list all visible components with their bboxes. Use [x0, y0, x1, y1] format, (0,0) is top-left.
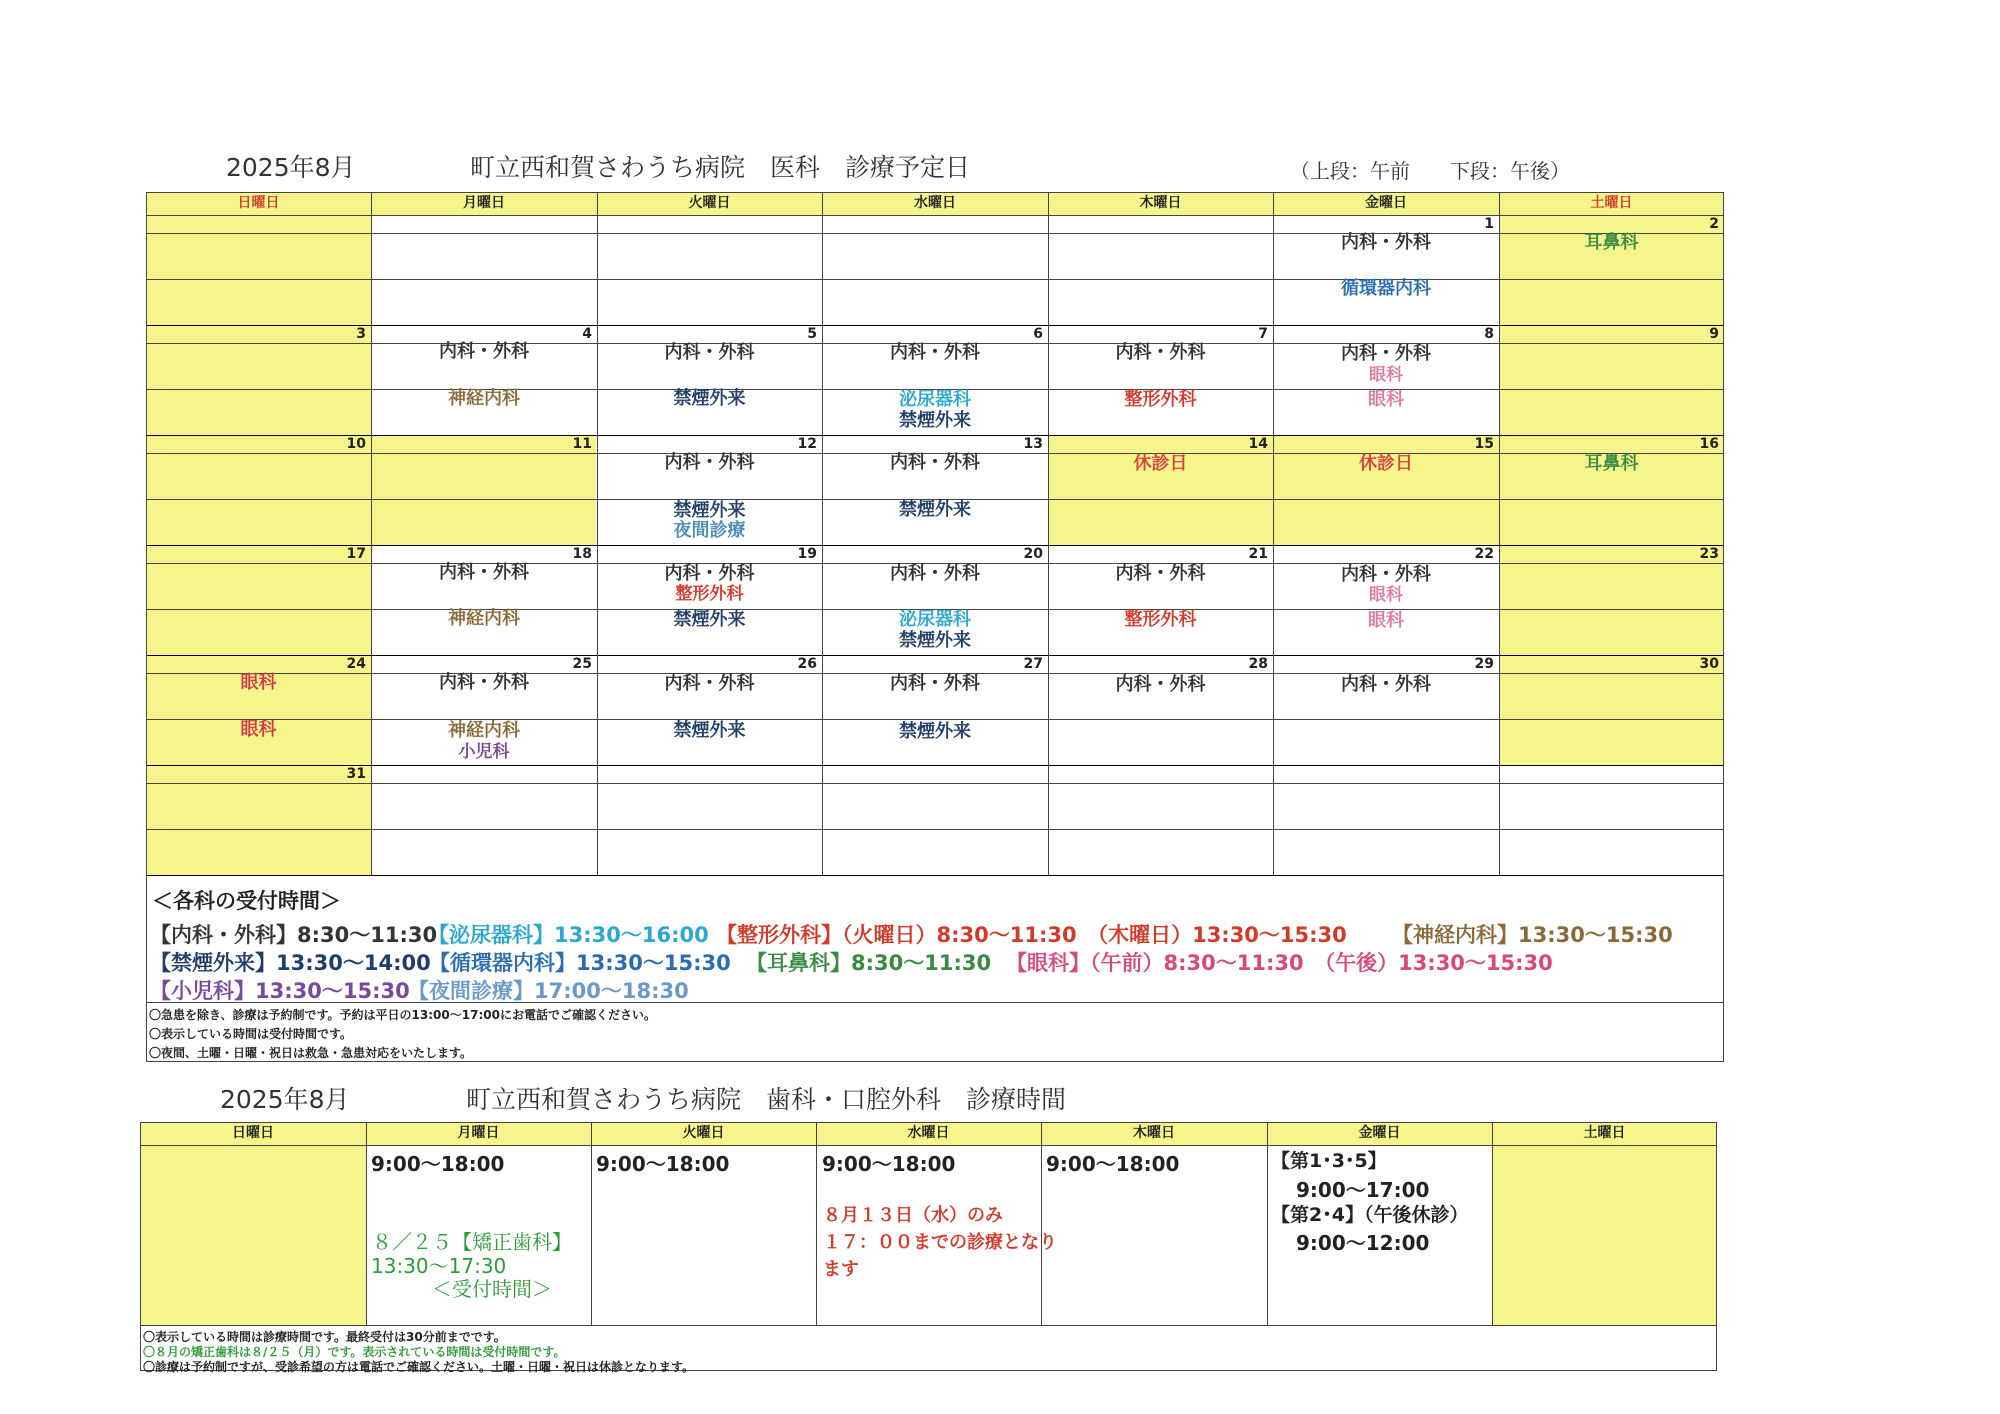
dental-ortho-time: 13:30～17:30: [371, 1254, 507, 1278]
day-number: 30: [1699, 656, 1719, 672]
entry-kinen: 禁煙外来: [899, 499, 971, 520]
entry-naika-geka: 内科・外科: [890, 452, 980, 473]
dental-weekday-wed: 水曜日: [907, 1125, 950, 1141]
entry-naika-geka: 内科・外科: [890, 563, 980, 584]
entry-naika-geka: 内科・外科: [1115, 674, 1206, 695]
entry-naika-geka: 内科・外科: [439, 672, 529, 693]
medical-title: 町立西和賀さわうち病院 医科 診療予定日: [470, 153, 971, 182]
dental-title: 町立西和賀さわうち病院 歯科・口腔外科 診療時間: [466, 1085, 1067, 1114]
entry-shinkei: 神経内科: [448, 720, 520, 741]
grid-line: [146, 1061, 1724, 1062]
entry-naika-geka: 内科・外科: [890, 342, 980, 363]
medical-calendar: [146, 192, 1724, 1062]
reception-jibika: 【耳鼻科】8:30～11:30: [746, 951, 992, 975]
day-number: 14: [1248, 436, 1268, 452]
entry-naika-geka: 内科・外科: [664, 563, 755, 584]
entry-naika-geka: 内科・外科: [1341, 674, 1431, 695]
entry-kinen: 禁煙外来: [673, 500, 746, 521]
grid-line: [1267, 1122, 1268, 1325]
day-number: 23: [1699, 546, 1719, 562]
dental-weekday-thu: 木曜日: [1133, 1125, 1175, 1141]
day-number: 22: [1474, 546, 1494, 562]
grid-line: [140, 1122, 1717, 1123]
day-number: 28: [1248, 656, 1268, 672]
entry-kinen: 禁煙外来: [673, 388, 746, 409]
weekday-mon: 月曜日: [463, 195, 505, 211]
reception-shinkei: 【神経内科】13:30～15:30: [1392, 923, 1673, 947]
entry-naika-geka: 内科・外科: [664, 673, 755, 694]
day-number: 24: [346, 656, 366, 672]
dental-hours-thu: 9:00～18:00: [1046, 1152, 1180, 1176]
entry-hinyoki: 泌尿器科: [899, 609, 971, 630]
entry-jibika: 耳鼻科: [1584, 232, 1639, 253]
medical-legend-note: （上段：午前 下段：午後）: [1290, 159, 1570, 183]
grid-line: [140, 1145, 1717, 1146]
entry-ganka: 眼科: [1369, 365, 1403, 385]
entry-jibika: 耳鼻科: [1584, 453, 1639, 474]
dental-fri-hours135: 9:00～17:00: [1296, 1178, 1430, 1202]
reception-heading: ＜各科の受付時間＞: [152, 889, 341, 913]
day-number: 31: [346, 766, 366, 782]
day-number: 10: [346, 436, 366, 452]
grid-line: [140, 1122, 141, 1371]
day-number: 19: [797, 546, 817, 562]
entry-kinen: 禁煙外来: [673, 609, 746, 630]
grid-line: [816, 1122, 817, 1325]
dental-weekday-sat: 土曜日: [1583, 1125, 1626, 1141]
day-number: 25: [572, 656, 592, 672]
reception-kinen: 【禁煙外来】13:30～14:00: [150, 951, 431, 975]
grid-line: [1499, 192, 1500, 875]
reception-junkanki: 【循環器内科】13:30～15:30: [429, 951, 731, 975]
weekday-tue: 火曜日: [688, 195, 731, 211]
day-number: 13: [1023, 436, 1043, 452]
entry-kinen: 禁煙外来: [673, 720, 746, 741]
entry-shinkei: 神経内科: [448, 608, 520, 629]
dental-ortho-date: ８／２５【矯正歯科】: [372, 1230, 572, 1254]
reception-hinyoki: 【泌尿器科】13:30～16:00: [428, 923, 709, 947]
entry-seikei: 整形外科: [675, 584, 744, 604]
entry-shinkei: 神経内科: [448, 388, 520, 409]
day-number: 6: [1033, 326, 1043, 342]
grid-line: [146, 829, 1724, 830]
reception-shonika: 【小児科】13:30～15:30: [150, 979, 410, 1003]
day-number: 26: [797, 656, 817, 672]
entry-ganka: 眼科: [240, 719, 277, 740]
dental-wed-notice: ８月１３日（水）のみ: [823, 1205, 1003, 1226]
day-number: 5: [807, 326, 817, 342]
dental-table: [140, 1122, 1717, 1374]
reception-naika: 【内科・外科】8:30～11:30: [150, 923, 438, 947]
day-number: 2: [1709, 216, 1719, 232]
entry-kyushinbi: 休診日: [1133, 453, 1188, 474]
weekday-sun: 日曜日: [237, 195, 280, 211]
grid-line: [146, 192, 147, 1062]
day-number: 9: [1709, 326, 1719, 342]
entry-naika-geka: 内科・外科: [664, 452, 755, 473]
dental-fri-hours24: 9:00～12:00: [1296, 1231, 1430, 1255]
day-number: 8: [1484, 326, 1494, 342]
entry-naika-geka: 内科・外科: [1341, 343, 1431, 364]
dental-sun-bg: [140, 1145, 366, 1325]
entry-hinyoki: 泌尿器科: [899, 389, 971, 410]
entry-yakan: 夜間診療: [673, 520, 746, 541]
entry-naika-geka: 内科・外科: [1115, 563, 1206, 584]
day-number: 29: [1474, 656, 1494, 672]
grid-line: [1716, 1122, 1717, 1371]
entry-naika-geka: 内科・外科: [439, 562, 529, 583]
dental-fri-week135: 【第1･3･5】: [1271, 1150, 1387, 1172]
weekday-fri: 金曜日: [1365, 195, 1407, 211]
dental-year-month: 2025年8月: [220, 1085, 350, 1114]
entry-seikei: 整形外科: [1124, 389, 1197, 410]
reception-ganka: 【眼科】（午前）8:30～11:30 （午後）13:30～15:30: [1006, 951, 1553, 975]
grid-line: [371, 192, 372, 875]
medical-note: 〇夜間、土曜・日曜・祝日は救急・急患対応をいたします。: [149, 1046, 473, 1060]
dental-ortho-note: ＜受付時間＞: [432, 1277, 552, 1301]
weekday-thu: 木曜日: [1139, 195, 1182, 211]
grid-line: [1723, 192, 1724, 1062]
dental-note: 〇表示している時間は診療時間です。最終受付は30分前までです。: [143, 1330, 506, 1344]
day-number: 3: [356, 326, 366, 342]
day-number: 27: [1023, 656, 1043, 672]
grid-line: [140, 1325, 1717, 1326]
dental-wed-notice: ます: [823, 1259, 859, 1280]
dental-weekday-mon: 月曜日: [457, 1125, 500, 1141]
day-number: 20: [1023, 546, 1043, 562]
entry-junkanki: 循環器内科: [1341, 278, 1431, 299]
grid-line: [146, 783, 1724, 784]
grid-line: [146, 765, 1724, 766]
grid-line: [591, 1122, 592, 1325]
dental-note: 〇診療は予約制ですが、受診希望の方は電話でご確認ください。土曜・日曜・祝日は休診となります。: [143, 1360, 695, 1374]
entry-ganka: 眼科: [240, 672, 277, 693]
dental-note: 〇８月の矯正歯科は８/２５（月）です。表示されている時間は受付時間です。: [143, 1345, 566, 1359]
entry-naika-geka: 内科・外科: [1341, 232, 1431, 253]
saturday-column-bg: [1499, 215, 1724, 765]
medical-note: 〇急患を除き、診療は予約制です。予約は平日の13:00～17:00にお電話でご確認ください。: [149, 1008, 656, 1022]
entry-kinen: 禁煙外来: [899, 721, 971, 742]
dental-fri-week24: 【第2･4】（午後休診）: [1271, 1204, 1469, 1226]
dental-wed-notice: １７：００までの診療となり: [823, 1232, 1057, 1253]
grid-line: [1041, 1122, 1042, 1325]
day-number: 21: [1248, 546, 1268, 562]
day-number: 4: [582, 326, 592, 342]
dental-hours-wed: 9:00～18:00: [822, 1152, 956, 1176]
entry-naika-geka: 内科・外科: [890, 673, 980, 694]
day-number: 15: [1474, 436, 1494, 452]
entry-naika-geka: 内科・外科: [664, 342, 755, 363]
grid-line: [1492, 1122, 1493, 1325]
day-number: 1: [1484, 216, 1494, 232]
grid-line: [1048, 192, 1049, 875]
dental-sat-bg: [1492, 1145, 1717, 1325]
entry-seikei: 整形外科: [1124, 609, 1197, 630]
weekday-wed: 水曜日: [914, 195, 956, 211]
dental-weekday-fri: 金曜日: [1358, 1125, 1401, 1141]
medical-year-month: 2025年8月: [226, 153, 356, 182]
weekday-sat: 土曜日: [1590, 195, 1633, 211]
dental-hours-tue: 9:00～18:00: [596, 1152, 730, 1176]
grid-line: [146, 192, 1724, 193]
entry-kinen: 禁煙外来: [899, 410, 971, 431]
reception-seikei: 【整形外科】（火曜日）8:30～11:30 （木曜日）13:30～15:30: [716, 923, 1347, 947]
entry-ganka: 眼科: [1368, 389, 1404, 410]
reception-yakan: 【夜間診療】17:00～18:30: [408, 979, 689, 1003]
entry-ganka: 眼科: [1368, 610, 1404, 631]
grid-line: [366, 1122, 367, 1325]
dental-weekday-sun: 日曜日: [232, 1125, 274, 1141]
entry-naika-geka: 内科・外科: [1341, 564, 1431, 585]
day-number: 16: [1699, 436, 1719, 452]
entry-kyushinbi: 休診日: [1359, 453, 1413, 474]
grid-line: [146, 875, 1724, 876]
entry-shonika: 小児科: [458, 742, 510, 762]
medical-note: 〇表示している時間は受付時間です。: [149, 1027, 353, 1041]
entry-kinen: 禁煙外来: [899, 630, 971, 651]
dental-hours-mon: 9:00～18:00: [371, 1152, 505, 1176]
grid-line: [822, 192, 823, 875]
day-number: 17: [346, 546, 366, 562]
entry-naika-geka: 内科・外科: [439, 341, 529, 362]
dental-weekday-tue: 火曜日: [682, 1125, 725, 1141]
day-number: 18: [572, 546, 592, 562]
entry-naika-geka: 内科・外科: [1115, 342, 1206, 363]
entry-ganka: 眼科: [1369, 585, 1403, 605]
day-number: 11: [572, 436, 592, 452]
day-number: 7: [1258, 326, 1268, 342]
day-number: 12: [797, 436, 817, 452]
